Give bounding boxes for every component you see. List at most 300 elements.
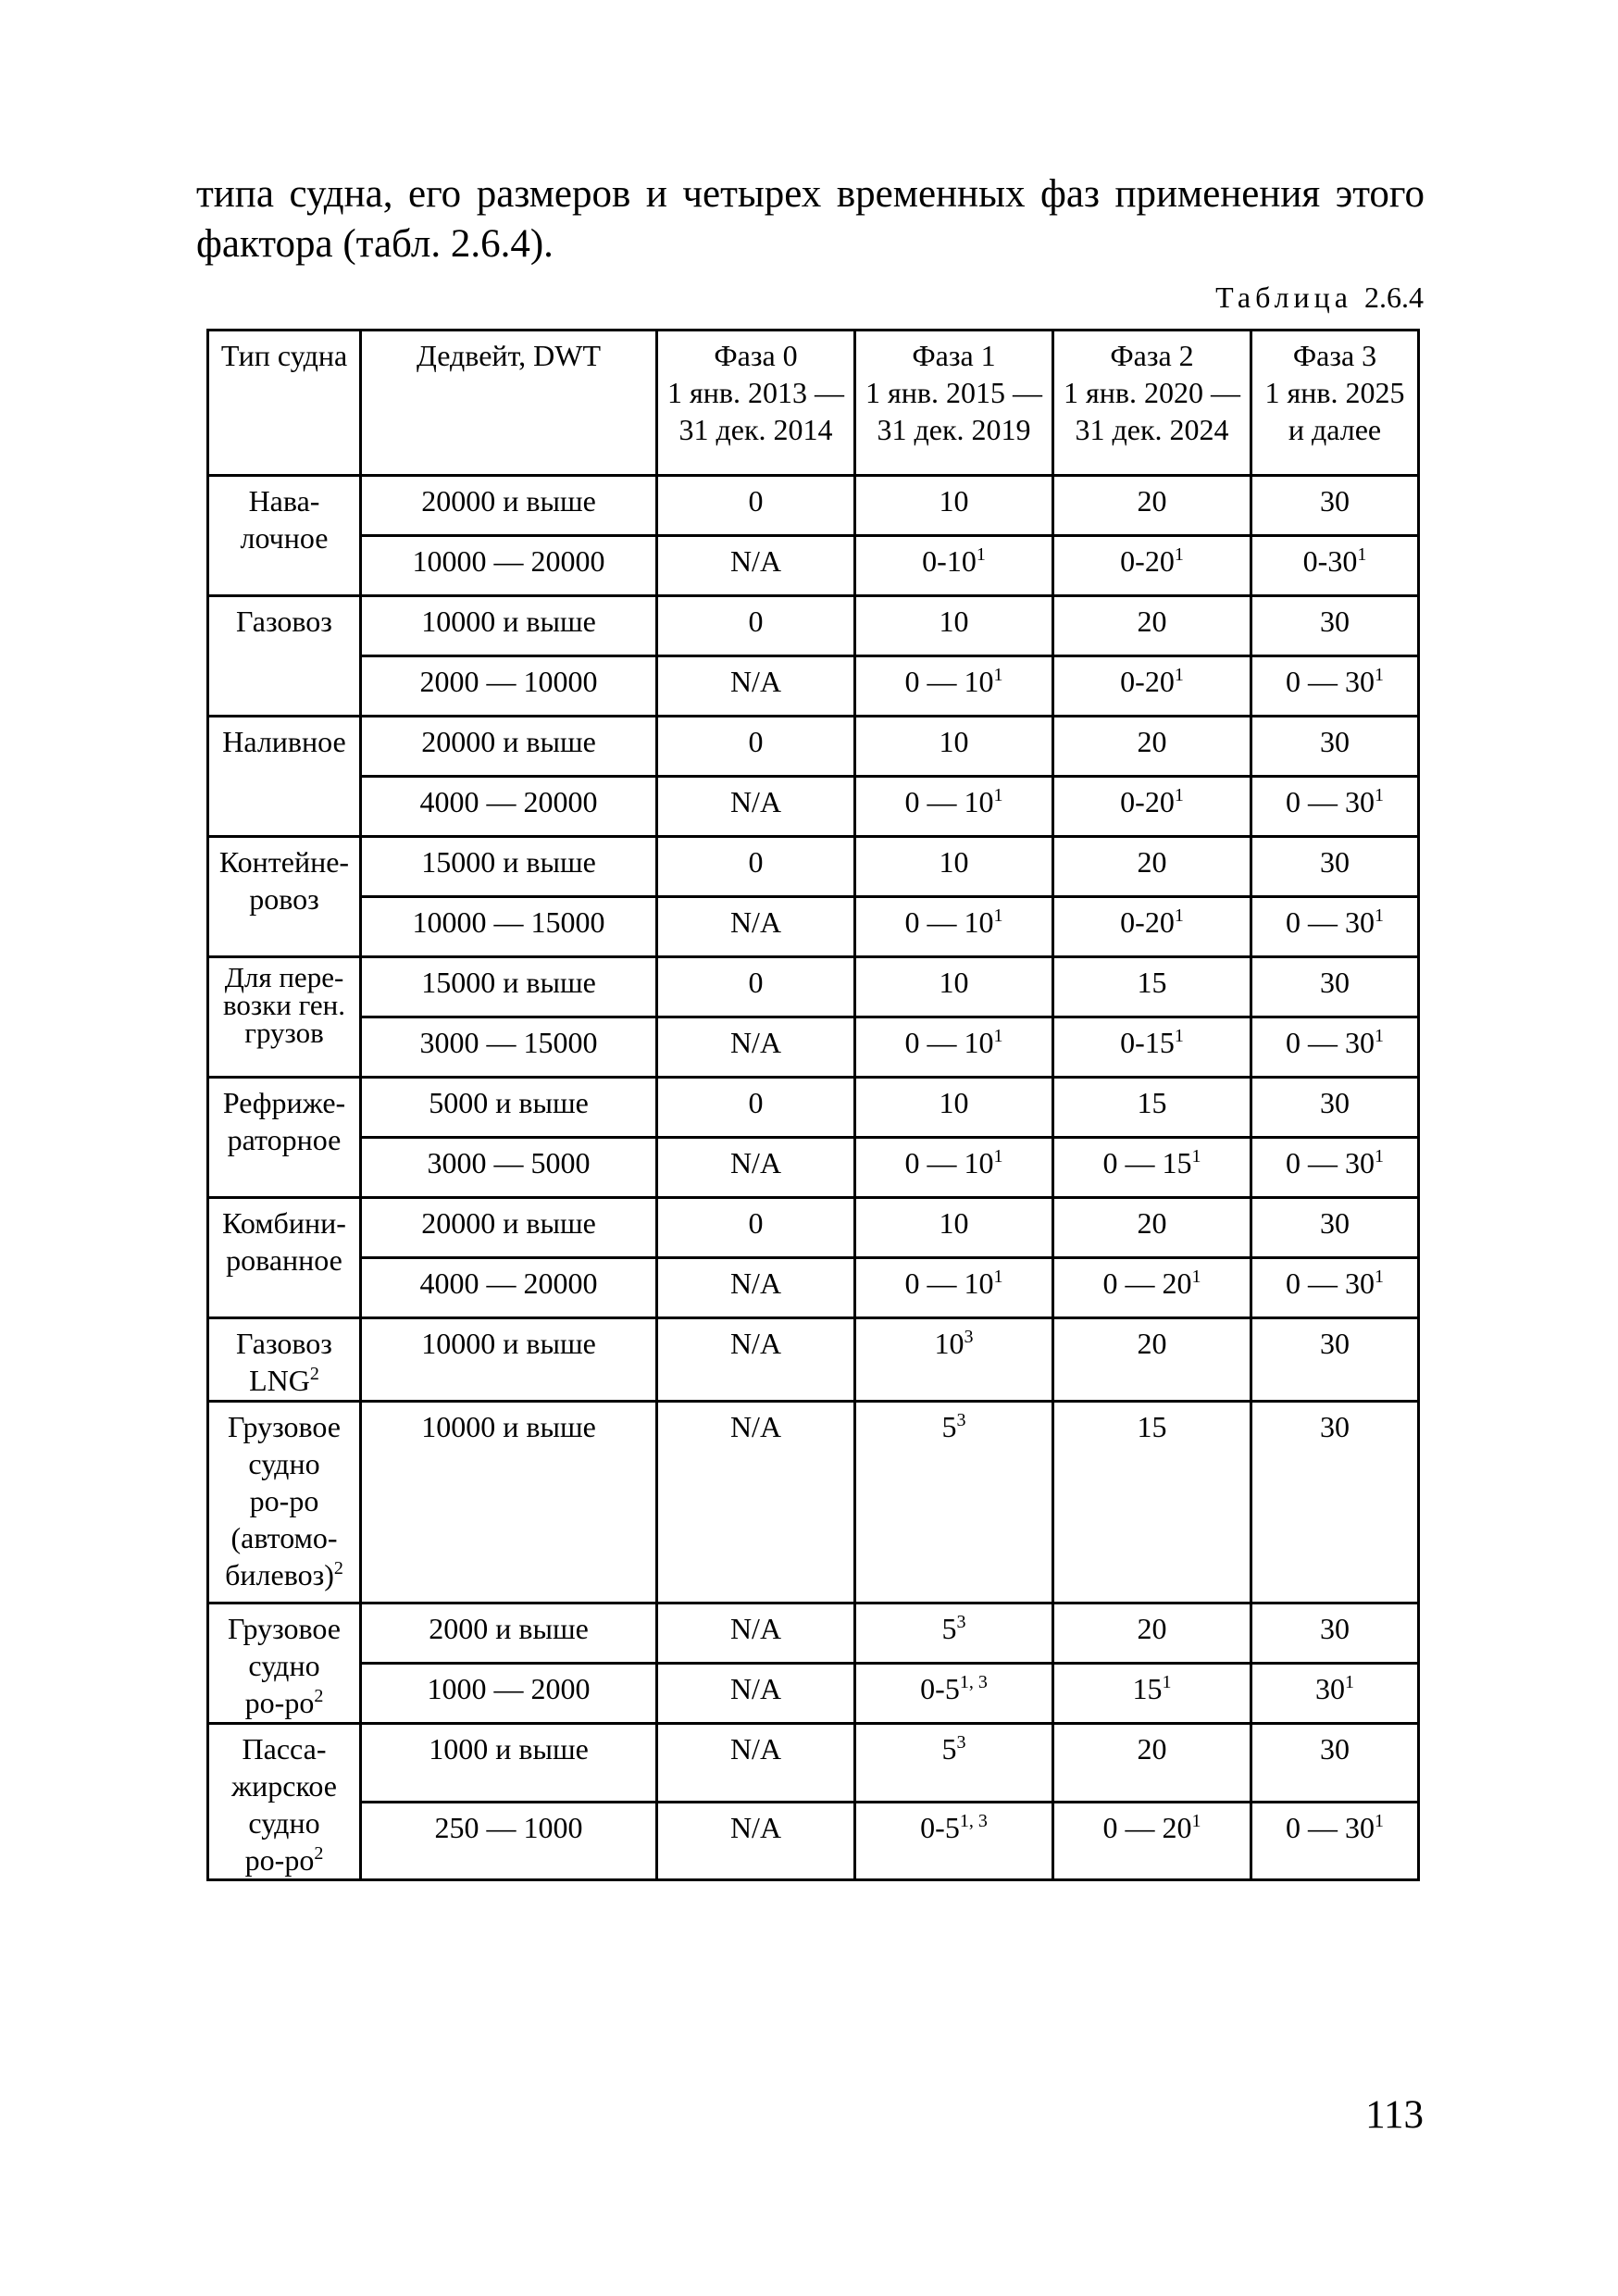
phase-2-cell-value: 20 bbox=[1137, 1612, 1167, 1645]
phase-3-cell bbox=[1251, 1017, 1419, 1078]
phase-3-cell-value: 30 bbox=[1320, 1327, 1350, 1360]
phase-1-cell-value: 5 bbox=[941, 1410, 957, 1443]
footnote-mark: 1 bbox=[1375, 1026, 1384, 1046]
phase-1-cell-value: 0 — 10 bbox=[904, 905, 994, 939]
dwt-cell bbox=[361, 897, 657, 957]
phase-2-cell bbox=[1053, 1198, 1251, 1258]
phase-0-cell bbox=[657, 777, 855, 837]
footnote-mark: 1 bbox=[993, 785, 1003, 805]
ship-type-cell bbox=[208, 596, 361, 717]
phase-1-cell bbox=[855, 1017, 1053, 1078]
phase-2-cell-value: 15 bbox=[1137, 966, 1167, 999]
phase-3-cell-value: 30 bbox=[1320, 1086, 1350, 1119]
dwt-cell-value: 20000 и выше bbox=[421, 1206, 596, 1240]
header-phase-1: Фаза 1 1 янв. 2015 — 31 дек. 2019 bbox=[855, 331, 1053, 476]
phase-0-cell-value: N/A bbox=[729, 785, 782, 818]
phase-1-cell-value: 0 — 10 bbox=[904, 1267, 994, 1300]
footnote-mark: 1, 3 bbox=[959, 1672, 988, 1692]
phase-3-cell-value: 0 — 30 bbox=[1286, 905, 1375, 939]
footnote-mark: 3 bbox=[964, 1327, 974, 1347]
table-row bbox=[208, 1802, 1419, 1880]
phase-2-cell-value: 20 bbox=[1137, 1732, 1167, 1766]
phase-1-cell-value: 10 bbox=[934, 1327, 965, 1360]
page-number: 113 bbox=[1365, 2093, 1424, 2137]
phase-1-cell bbox=[855, 1603, 1053, 1664]
ship-type-line: Нава- bbox=[248, 484, 320, 518]
phase-1-cell bbox=[855, 897, 1053, 957]
phase-2-cell bbox=[1053, 1402, 1251, 1603]
ship-type-line: грузов bbox=[244, 1017, 324, 1049]
phase-2-cell-value: 0-15 bbox=[1120, 1026, 1175, 1059]
phase-1-cell-value: 10 bbox=[939, 845, 969, 879]
header-dwt: Дедвейт, DWT bbox=[361, 331, 657, 476]
phase-0-cell bbox=[657, 897, 855, 957]
phase-1-cell-value: 0-10 bbox=[922, 544, 977, 578]
dwt-cell bbox=[361, 957, 657, 1017]
phase-3-cell bbox=[1251, 1078, 1419, 1138]
table-row bbox=[208, 656, 1419, 717]
phase-3-cell bbox=[1251, 1318, 1419, 1402]
phase-1-cell bbox=[855, 1802, 1053, 1880]
phase-2-cell-value: 0-20 bbox=[1120, 665, 1175, 698]
phase-0-cell-value: 0 bbox=[748, 1086, 764, 1119]
ship-type-line: Рефриже- bbox=[222, 1086, 346, 1119]
phase-2-cell bbox=[1053, 897, 1251, 957]
phase-3-cell bbox=[1251, 656, 1419, 717]
phase-0-cell bbox=[657, 656, 855, 717]
ship-type-cell bbox=[208, 1603, 361, 1724]
dwt-cell-value: 2000 и выше bbox=[429, 1612, 589, 1645]
phase-1-cell bbox=[855, 777, 1053, 837]
phase-1-cell bbox=[855, 1724, 1053, 1803]
dwt-cell-value: 15000 и выше bbox=[421, 966, 596, 999]
phase-0-cell-value: 0 bbox=[748, 1206, 764, 1240]
phase-0-cell bbox=[657, 1603, 855, 1664]
phase-1-cell bbox=[855, 1258, 1053, 1318]
ship-type-cell bbox=[208, 957, 361, 1078]
table-row bbox=[208, 536, 1419, 596]
table-row bbox=[208, 837, 1419, 897]
footnote-mark: 1 bbox=[1174, 665, 1184, 685]
dwt-cell bbox=[361, 717, 657, 777]
footnote-mark: 1 bbox=[993, 905, 1003, 926]
phase-3-cell-value: 0 — 30 bbox=[1286, 1146, 1375, 1179]
footnote-mark: 1 bbox=[976, 544, 986, 565]
footnote-mark: 1 bbox=[1174, 1026, 1184, 1046]
ship-type-line: рованное bbox=[226, 1243, 342, 1277]
phase-3-cell-value: 30 bbox=[1320, 484, 1350, 518]
dwt-cell-value: 10000 и выше bbox=[421, 1410, 596, 1443]
ship-factor-table bbox=[206, 329, 1420, 1881]
ship-type-line: Газовоз bbox=[236, 605, 332, 638]
footnote-mark: 2 bbox=[314, 1686, 324, 1706]
phase-0-cell-value: N/A bbox=[729, 1146, 782, 1179]
ship-type-line: лочное bbox=[240, 521, 329, 555]
phase-3-cell bbox=[1251, 897, 1419, 957]
table-row bbox=[208, 476, 1419, 536]
ship-type-line: судно bbox=[248, 1649, 320, 1682]
phase-2-cell-value: 0-20 bbox=[1120, 905, 1175, 939]
phase-2-cell-value: 15 bbox=[1137, 1410, 1167, 1443]
phase-3-cell-value: 30 bbox=[1320, 1206, 1350, 1240]
header-phase-3: Фаза 3 1 янв. 2025 и далее bbox=[1251, 331, 1419, 476]
phase-1-cell-value: 10 bbox=[939, 1086, 969, 1119]
footnote-mark: 1 bbox=[1162, 1672, 1172, 1692]
phase-2-cell-value: 20 bbox=[1137, 605, 1167, 638]
phase-1-cell bbox=[855, 957, 1053, 1017]
footnote-mark: 3 bbox=[956, 1612, 966, 1632]
table-row bbox=[208, 1402, 1419, 1603]
phase-1-cell-value: 5 bbox=[941, 1732, 957, 1766]
ship-type-cell bbox=[208, 1318, 361, 1402]
dwt-cell bbox=[361, 596, 657, 656]
phase-1-cell-value: 0 — 10 bbox=[904, 785, 994, 818]
footnote-mark: 1 bbox=[1357, 544, 1367, 565]
dwt-cell bbox=[361, 1198, 657, 1258]
table-row bbox=[208, 1318, 1419, 1402]
ship-type-line: раторное bbox=[227, 1123, 342, 1156]
ship-type-cell bbox=[208, 476, 361, 596]
phase-2-cell-value: 0-20 bbox=[1120, 544, 1175, 578]
phase-1-cell-value: 0 — 10 bbox=[904, 665, 994, 698]
ship-type-cell bbox=[208, 1724, 361, 1880]
phase-3-cell bbox=[1251, 1724, 1419, 1803]
phase-2-cell bbox=[1053, 1017, 1251, 1078]
footnote-mark: 1 bbox=[1375, 1146, 1384, 1167]
ship-type-cell bbox=[208, 1198, 361, 1318]
phase-3-cell-value: 30 bbox=[1320, 605, 1350, 638]
phase-0-cell bbox=[657, 717, 855, 777]
phase-3-cell-value: 30 bbox=[1320, 1612, 1350, 1645]
dwt-cell-value: 2000 — 10000 bbox=[419, 665, 598, 698]
table-row bbox=[208, 1724, 1419, 1803]
footnote-mark: 1 bbox=[993, 1146, 1003, 1167]
phase-1-cell-value: 0-5 bbox=[920, 1810, 960, 1844]
phase-0-cell-value: N/A bbox=[729, 544, 782, 578]
phase-1-cell-value: 10 bbox=[939, 966, 969, 999]
phase-3-cell bbox=[1251, 1603, 1419, 1664]
table-row bbox=[208, 777, 1419, 837]
phase-1-cell bbox=[855, 596, 1053, 656]
phase-0-cell-value: 0 bbox=[748, 725, 764, 758]
phase-1-cell-value: 10 bbox=[939, 484, 969, 518]
phase-0-cell bbox=[657, 1802, 855, 1880]
phase-3-cell-value: 30 bbox=[1320, 966, 1350, 999]
table-row bbox=[208, 1603, 1419, 1664]
phase-3-cell-value: 0 — 30 bbox=[1286, 1267, 1375, 1300]
table-row bbox=[208, 1198, 1419, 1258]
ship-type-line: Комбини- bbox=[222, 1206, 346, 1240]
footnote-mark: 1 bbox=[1375, 785, 1384, 805]
ship-type-line: судно bbox=[248, 1447, 320, 1480]
phase-3-cell-value: 0 — 30 bbox=[1286, 1810, 1375, 1844]
phase-2-cell-value: 20 bbox=[1137, 845, 1167, 879]
phase-3-cell-value: 0 — 30 bbox=[1286, 785, 1375, 818]
phase-1-cell bbox=[855, 837, 1053, 897]
phase-2-cell-value: 0-20 bbox=[1120, 785, 1175, 818]
footnote-mark: 1 bbox=[1375, 1810, 1384, 1831]
phase-1-cell-value: 0-5 bbox=[920, 1672, 960, 1705]
phase-3-cell-value: 30 bbox=[1320, 845, 1350, 879]
phase-3-cell-value: 0 — 30 bbox=[1286, 665, 1375, 698]
phase-0-cell bbox=[657, 837, 855, 897]
table-row bbox=[208, 1258, 1419, 1318]
ship-type-line: Грузовое bbox=[228, 1410, 341, 1443]
phase-1-cell bbox=[855, 1402, 1053, 1603]
dwt-cell-value: 1000 — 2000 bbox=[427, 1672, 591, 1705]
table-row bbox=[208, 1078, 1419, 1138]
phase-2-cell bbox=[1053, 1258, 1251, 1318]
dwt-cell-value: 3000 — 5000 bbox=[427, 1146, 591, 1179]
phase-2-cell bbox=[1053, 777, 1251, 837]
phase-0-cell bbox=[657, 1138, 855, 1198]
footnote-mark: 1 bbox=[1174, 785, 1184, 805]
ship-type-line: Для пере- bbox=[224, 961, 344, 993]
intro-paragraph: типа судна, его размеров и четырех временных фаз применения этого фактора (табл. 2.6.4). bbox=[196, 172, 1425, 266]
dwt-cell-value: 4000 — 20000 bbox=[419, 1267, 598, 1300]
phase-1-cell bbox=[855, 1664, 1053, 1724]
phase-3-cell-value: 0 — 30 bbox=[1286, 1026, 1375, 1059]
dwt-cell-value: 3000 — 15000 bbox=[419, 1026, 598, 1059]
phase-3-cell bbox=[1251, 1258, 1419, 1318]
phase-2-cell-value: 20 bbox=[1137, 1327, 1167, 1360]
phase-0-cell-value: N/A bbox=[729, 1026, 782, 1059]
phase-1-cell bbox=[855, 536, 1053, 596]
ship-type-line: ро-ро bbox=[249, 1484, 319, 1517]
footnote-mark: 1 bbox=[1375, 1267, 1384, 1287]
phase-0-cell-value: N/A bbox=[729, 1410, 782, 1443]
phase-1-cell-value: 0 — 10 bbox=[904, 1146, 994, 1179]
footnote-mark: 1 bbox=[1191, 1267, 1201, 1287]
dwt-cell bbox=[361, 1802, 657, 1880]
ship-type-cell bbox=[208, 837, 361, 957]
phase-0-cell-value: N/A bbox=[729, 1672, 782, 1705]
dwt-cell-value: 20000 и выше bbox=[421, 484, 596, 518]
ship-type-line: судно bbox=[248, 1806, 320, 1840]
dwt-cell-value: 1000 и выше bbox=[429, 1732, 589, 1766]
table-caption-word: Таблица bbox=[1215, 281, 1352, 314]
dwt-cell bbox=[361, 777, 657, 837]
phase-3-cell bbox=[1251, 596, 1419, 656]
phase-3-cell bbox=[1251, 1198, 1419, 1258]
footnote-mark: 1 bbox=[1174, 905, 1184, 926]
footnote-mark: 1 bbox=[993, 1026, 1003, 1046]
phase-2-cell bbox=[1053, 1138, 1251, 1198]
phase-0-cell-value: 0 bbox=[748, 605, 764, 638]
phase-3-cell bbox=[1251, 777, 1419, 837]
table-row bbox=[208, 957, 1419, 1017]
footnote-mark: 1 bbox=[1375, 665, 1384, 685]
phase-0-cell-value: N/A bbox=[729, 1612, 782, 1645]
phase-2-cell bbox=[1053, 1318, 1251, 1402]
phase-3-cell-value: 30 bbox=[1320, 1410, 1350, 1443]
phase-2-cell bbox=[1053, 596, 1251, 656]
phase-0-cell bbox=[657, 1664, 855, 1724]
phase-3-cell-value: 30 bbox=[1320, 725, 1350, 758]
phase-2-cell-value: 20 bbox=[1137, 1206, 1167, 1240]
phase-0-cell bbox=[657, 1318, 855, 1402]
footnote-mark: 2 bbox=[314, 1843, 324, 1864]
phase-0-cell-value: 0 bbox=[748, 966, 764, 999]
phase-3-cell bbox=[1251, 1664, 1419, 1724]
phase-1-cell bbox=[855, 1198, 1053, 1258]
ship-type-line: ро-ро bbox=[244, 1686, 315, 1719]
phase-2-cell-value: 0 — 15 bbox=[1102, 1146, 1192, 1179]
phase-2-cell bbox=[1053, 1078, 1251, 1138]
phase-0-cell bbox=[657, 1258, 855, 1318]
phase-2-cell bbox=[1053, 536, 1251, 596]
footnote-mark: 1 bbox=[1174, 544, 1184, 565]
footnote-mark: 1 bbox=[1375, 905, 1384, 926]
phase-2-cell bbox=[1053, 656, 1251, 717]
phase-0-cell bbox=[657, 957, 855, 1017]
dwt-cell bbox=[361, 1318, 657, 1402]
ship-type-cell bbox=[208, 1402, 361, 1603]
footnote-mark: 1 bbox=[1191, 1146, 1201, 1167]
footnote-mark: 1, 3 bbox=[959, 1810, 988, 1831]
header-ship-type: Тип судна bbox=[208, 331, 361, 476]
header-phase-2: Фаза 2 1 янв. 2020 — 31 дек. 2024 bbox=[1053, 331, 1251, 476]
phase-1-cell bbox=[855, 1138, 1053, 1198]
phase-2-cell bbox=[1053, 1603, 1251, 1664]
phase-0-cell bbox=[657, 1017, 855, 1078]
dwt-cell-value: 20000 и выше bbox=[421, 725, 596, 758]
dwt-cell-value: 4000 — 20000 bbox=[419, 785, 598, 818]
phase-1-cell bbox=[855, 1318, 1053, 1402]
phase-3-cell bbox=[1251, 837, 1419, 897]
phase-2-cell bbox=[1053, 1664, 1251, 1724]
phase-3-cell bbox=[1251, 476, 1419, 536]
phase-1-cell-value: 0 — 10 bbox=[904, 1026, 994, 1059]
phase-3-cell bbox=[1251, 1802, 1419, 1880]
ship-type-cell bbox=[208, 1078, 361, 1198]
phase-0-cell-value: N/A bbox=[729, 665, 782, 698]
dwt-cell bbox=[361, 1664, 657, 1724]
phase-0-cell bbox=[657, 1198, 855, 1258]
phase-0-cell-value: N/A bbox=[729, 1267, 782, 1300]
ship-type-line: Наливное bbox=[222, 725, 346, 758]
phase-2-cell bbox=[1053, 837, 1251, 897]
dwt-cell bbox=[361, 476, 657, 536]
phase-0-cell-value: N/A bbox=[729, 1810, 782, 1844]
table-row bbox=[208, 717, 1419, 777]
dwt-cell bbox=[361, 1603, 657, 1664]
phase-1-cell bbox=[855, 476, 1053, 536]
phase-2-cell-value: 20 bbox=[1137, 484, 1167, 518]
ship-type-cell bbox=[208, 717, 361, 837]
phase-0-cell-value: 0 bbox=[748, 484, 764, 518]
dwt-cell bbox=[361, 1402, 657, 1603]
phase-2-cell-value: 15 bbox=[1132, 1672, 1163, 1705]
dwt-cell bbox=[361, 656, 657, 717]
phase-3-cell bbox=[1251, 957, 1419, 1017]
phase-1-cell bbox=[855, 717, 1053, 777]
ship-type-line: Контейне- bbox=[218, 845, 350, 879]
phase-0-cell bbox=[657, 1724, 855, 1803]
phase-1-cell-value: 10 bbox=[939, 1206, 969, 1240]
phase-0-cell-value: 0 bbox=[748, 845, 764, 879]
phase-0-cell bbox=[657, 596, 855, 656]
dwt-cell-value: 250 — 1000 bbox=[434, 1810, 583, 1844]
phase-3-cell bbox=[1251, 1402, 1419, 1603]
table-row bbox=[208, 1017, 1419, 1078]
table-header bbox=[208, 331, 1419, 476]
phase-2-cell-value: 20 bbox=[1137, 725, 1167, 758]
footnote-mark: 2 bbox=[309, 1364, 319, 1384]
phase-2-cell-value: 0 — 20 bbox=[1102, 1267, 1192, 1300]
phase-2-cell bbox=[1053, 1724, 1251, 1803]
dwt-cell-value: 10000 и выше bbox=[421, 1327, 596, 1360]
phase-0-cell bbox=[657, 476, 855, 536]
dwt-cell-value: 10000 — 20000 bbox=[412, 544, 605, 578]
phase-3-cell bbox=[1251, 536, 1419, 596]
footnote-mark: 1 bbox=[1191, 1810, 1201, 1831]
table-body bbox=[208, 476, 1419, 1880]
ship-type-line: Газовоз bbox=[236, 1327, 332, 1360]
ship-type-line: возки ген. bbox=[223, 989, 345, 1021]
phase-2-cell bbox=[1053, 957, 1251, 1017]
dwt-cell-value: 5000 и выше bbox=[429, 1086, 589, 1119]
dwt-cell-value: 15000 и выше bbox=[421, 845, 596, 879]
footnote-mark: 1 bbox=[993, 665, 1003, 685]
footnote-mark: 3 bbox=[956, 1410, 966, 1430]
dwt-cell bbox=[361, 536, 657, 596]
dwt-cell bbox=[361, 1078, 657, 1138]
phase-1-cell-value: 5 bbox=[941, 1612, 957, 1645]
phase-1-cell bbox=[855, 1078, 1053, 1138]
phase-0-cell-value: N/A bbox=[729, 905, 782, 939]
ship-type-line: ро-ро bbox=[244, 1843, 315, 1877]
phase-2-cell-value: 0 — 20 bbox=[1102, 1810, 1192, 1844]
header-phase-0: Фаза 0 1 янв. 2013 — 31 дек. 2014 bbox=[657, 331, 855, 476]
dwt-cell bbox=[361, 837, 657, 897]
table-row bbox=[208, 897, 1419, 957]
ship-type-line: LNG bbox=[249, 1364, 310, 1397]
table-row bbox=[208, 1138, 1419, 1198]
phase-0-cell bbox=[657, 1078, 855, 1138]
footnote-mark: 1 bbox=[993, 1267, 1003, 1287]
phase-0-cell bbox=[657, 536, 855, 596]
phase-1-cell-value: 10 bbox=[939, 725, 969, 758]
footnote-mark: 1 bbox=[1345, 1672, 1354, 1692]
dwt-cell-value: 10000 и выше bbox=[421, 605, 596, 638]
dwt-cell-value: 10000 — 15000 bbox=[412, 905, 605, 939]
phase-3-cell bbox=[1251, 717, 1419, 777]
phase-3-cell bbox=[1251, 1138, 1419, 1198]
phase-2-cell bbox=[1053, 717, 1251, 777]
phase-3-cell-value: 30 bbox=[1315, 1672, 1345, 1705]
ship-type-line: (автомо- bbox=[230, 1521, 338, 1554]
ship-type-line: ровоз bbox=[249, 882, 319, 916]
dwt-cell bbox=[361, 1258, 657, 1318]
phase-2-cell bbox=[1053, 1802, 1251, 1880]
phase-0-cell-value: N/A bbox=[729, 1327, 782, 1360]
phase-3-cell-value: 30 bbox=[1320, 1732, 1350, 1766]
dwt-cell bbox=[361, 1724, 657, 1803]
footnote-mark: 2 bbox=[333, 1558, 343, 1578]
phase-2-cell bbox=[1053, 476, 1251, 536]
table-row bbox=[208, 596, 1419, 656]
phase-3-cell-value: 0-30 bbox=[1302, 544, 1358, 578]
phase-2-cell-value: 15 bbox=[1137, 1086, 1167, 1119]
table-caption-number: 2.6.4 bbox=[1364, 281, 1424, 314]
phase-1-cell-value: 10 bbox=[939, 605, 969, 638]
phase-0-cell bbox=[657, 1402, 855, 1603]
dwt-cell bbox=[361, 1017, 657, 1078]
table-caption bbox=[1215, 281, 1424, 315]
ship-type-line: Пасса- bbox=[242, 1732, 327, 1766]
ship-type-line: Грузовое bbox=[228, 1612, 341, 1645]
